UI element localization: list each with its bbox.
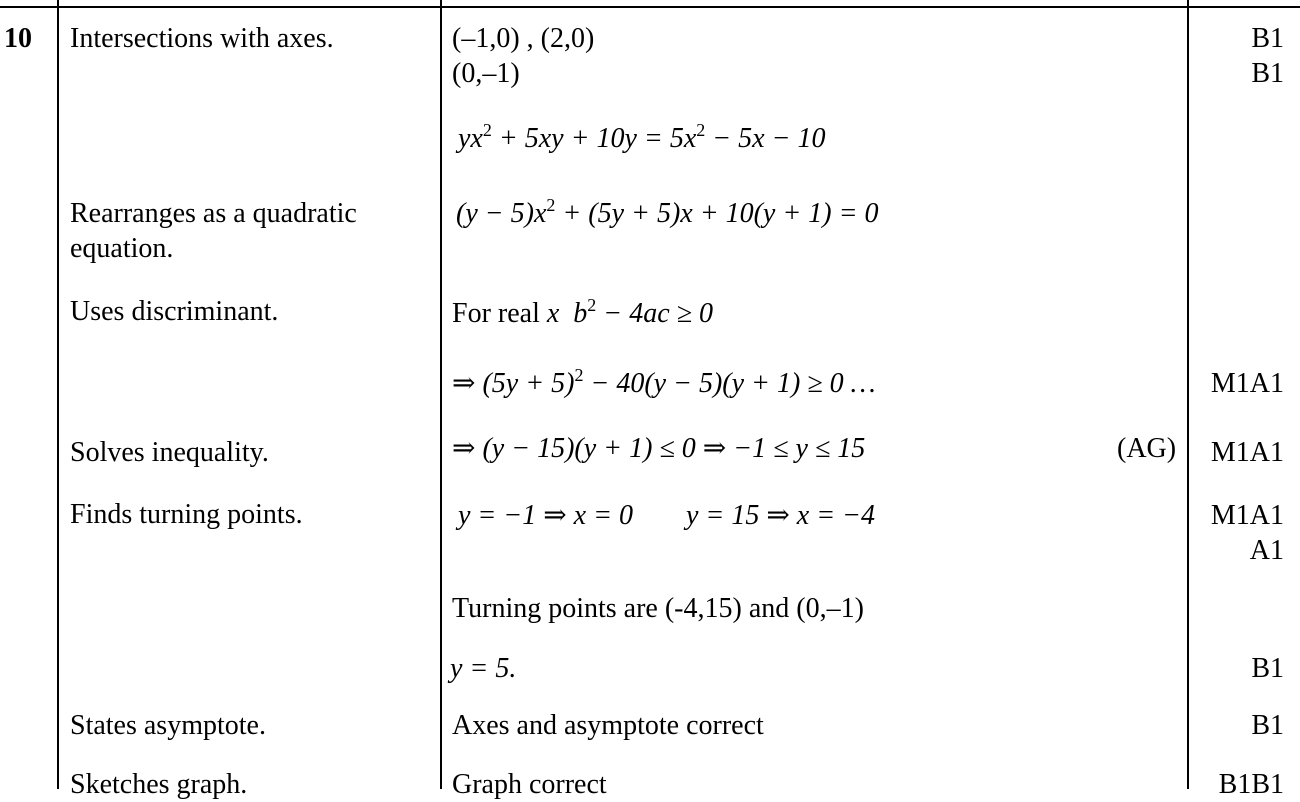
working-turning-b — [686, 499, 875, 533]
description-asymptote: States asymptote. — [70, 710, 266, 741]
mark-b1-2: B1 — [1251, 58, 1284, 89]
eq2-part-b: + (5y + 5)x + 10(y + 1) = 0 — [555, 198, 879, 229]
mark-b1-1: B1 — [1251, 23, 1284, 54]
working-graph-correct: Graph correct — [452, 769, 607, 800]
ag-label: (AG) — [1117, 433, 1177, 464]
mark-b1-3: B1 — [1251, 653, 1284, 684]
mark-m1a1-2: M1A1 — [1210, 437, 1284, 468]
mark-b1b1: B1B1 — [1218, 769, 1284, 800]
col-divider-3 — [1187, 0, 1189, 789]
solve-text: ⇒ (y − 15)(y + 1) ≤ 0 ⇒ −1 ≤ y ≤ 15 — [452, 433, 866, 464]
description-rearranges-cont: equation. — [70, 233, 174, 264]
working-discriminant — [452, 297, 713, 331]
eq1-sup-2: 2 — [696, 120, 706, 140]
working-equation-2 — [456, 197, 878, 231]
turning-b-text: y = 15 ⇒ x = −4 — [686, 500, 875, 531]
mark-b1-4: B1 — [1251, 710, 1284, 741]
description-sketch: Sketches graph. — [70, 769, 248, 800]
working-equation-1 — [458, 122, 825, 156]
top-rule — [0, 6, 1300, 8]
disc-expand-sup: 2 — [574, 365, 584, 385]
mark-m1a1-1: M1A1 — [1210, 368, 1284, 399]
disc-x: x — [546, 298, 560, 329]
question-number: 10 — [4, 23, 32, 54]
eq2-part-a: (y − 5)x — [456, 198, 547, 229]
working-axes-correct: Axes and asymptote correct — [452, 710, 764, 741]
working-discriminant-expanded — [452, 367, 876, 401]
description-solves: Solves inequality. — [70, 437, 269, 468]
working-solve-inequality — [452, 432, 865, 466]
description-discriminant: Uses discriminant. — [70, 296, 279, 327]
description-intersections: Intersections with axes. — [70, 23, 334, 54]
disc-b: b — [573, 298, 588, 329]
working-asymptote — [450, 652, 516, 686]
disc-sup: 2 — [587, 295, 597, 315]
asymptote-text: y = 5. — [450, 653, 517, 684]
working-intersections-x: (–1,0) , (2,0) — [452, 23, 595, 54]
col-divider-2 — [440, 0, 442, 789]
eq1-part-a: yx — [458, 123, 483, 154]
working-turning-points: Turning points are (-4,15) and (0,–1) — [452, 593, 864, 624]
description-turning-points: Finds turning points. — [70, 499, 303, 530]
disc-expand-b: − 40(y − 5)(y + 1) ≥ 0 … — [583, 368, 876, 399]
disc-rest: − 4ac ≥ 0 — [596, 298, 713, 329]
mark-m1a1-3: M1A1 — [1210, 500, 1284, 531]
eq1-part-b: + 5xy + 10y = 5x — [491, 123, 697, 154]
turning-a-text: y = −1 ⇒ x = 0 — [458, 500, 633, 531]
eq1-sup-1: 2 — [482, 120, 492, 140]
disc-expand-a: ⇒ (5y + 5) — [452, 368, 575, 399]
working-intersection-y: (0,–1) — [452, 58, 520, 89]
description-rearranges: Rearranges as a quadratic — [70, 198, 357, 229]
col-divider-1 — [57, 0, 59, 789]
disc-prefix: For real — [452, 298, 547, 329]
mark-a1: A1 — [1249, 535, 1284, 566]
eq1-part-c: − 5x − 10 — [705, 123, 826, 154]
eq2-sup: 2 — [546, 195, 556, 215]
working-turning-a — [458, 499, 633, 533]
